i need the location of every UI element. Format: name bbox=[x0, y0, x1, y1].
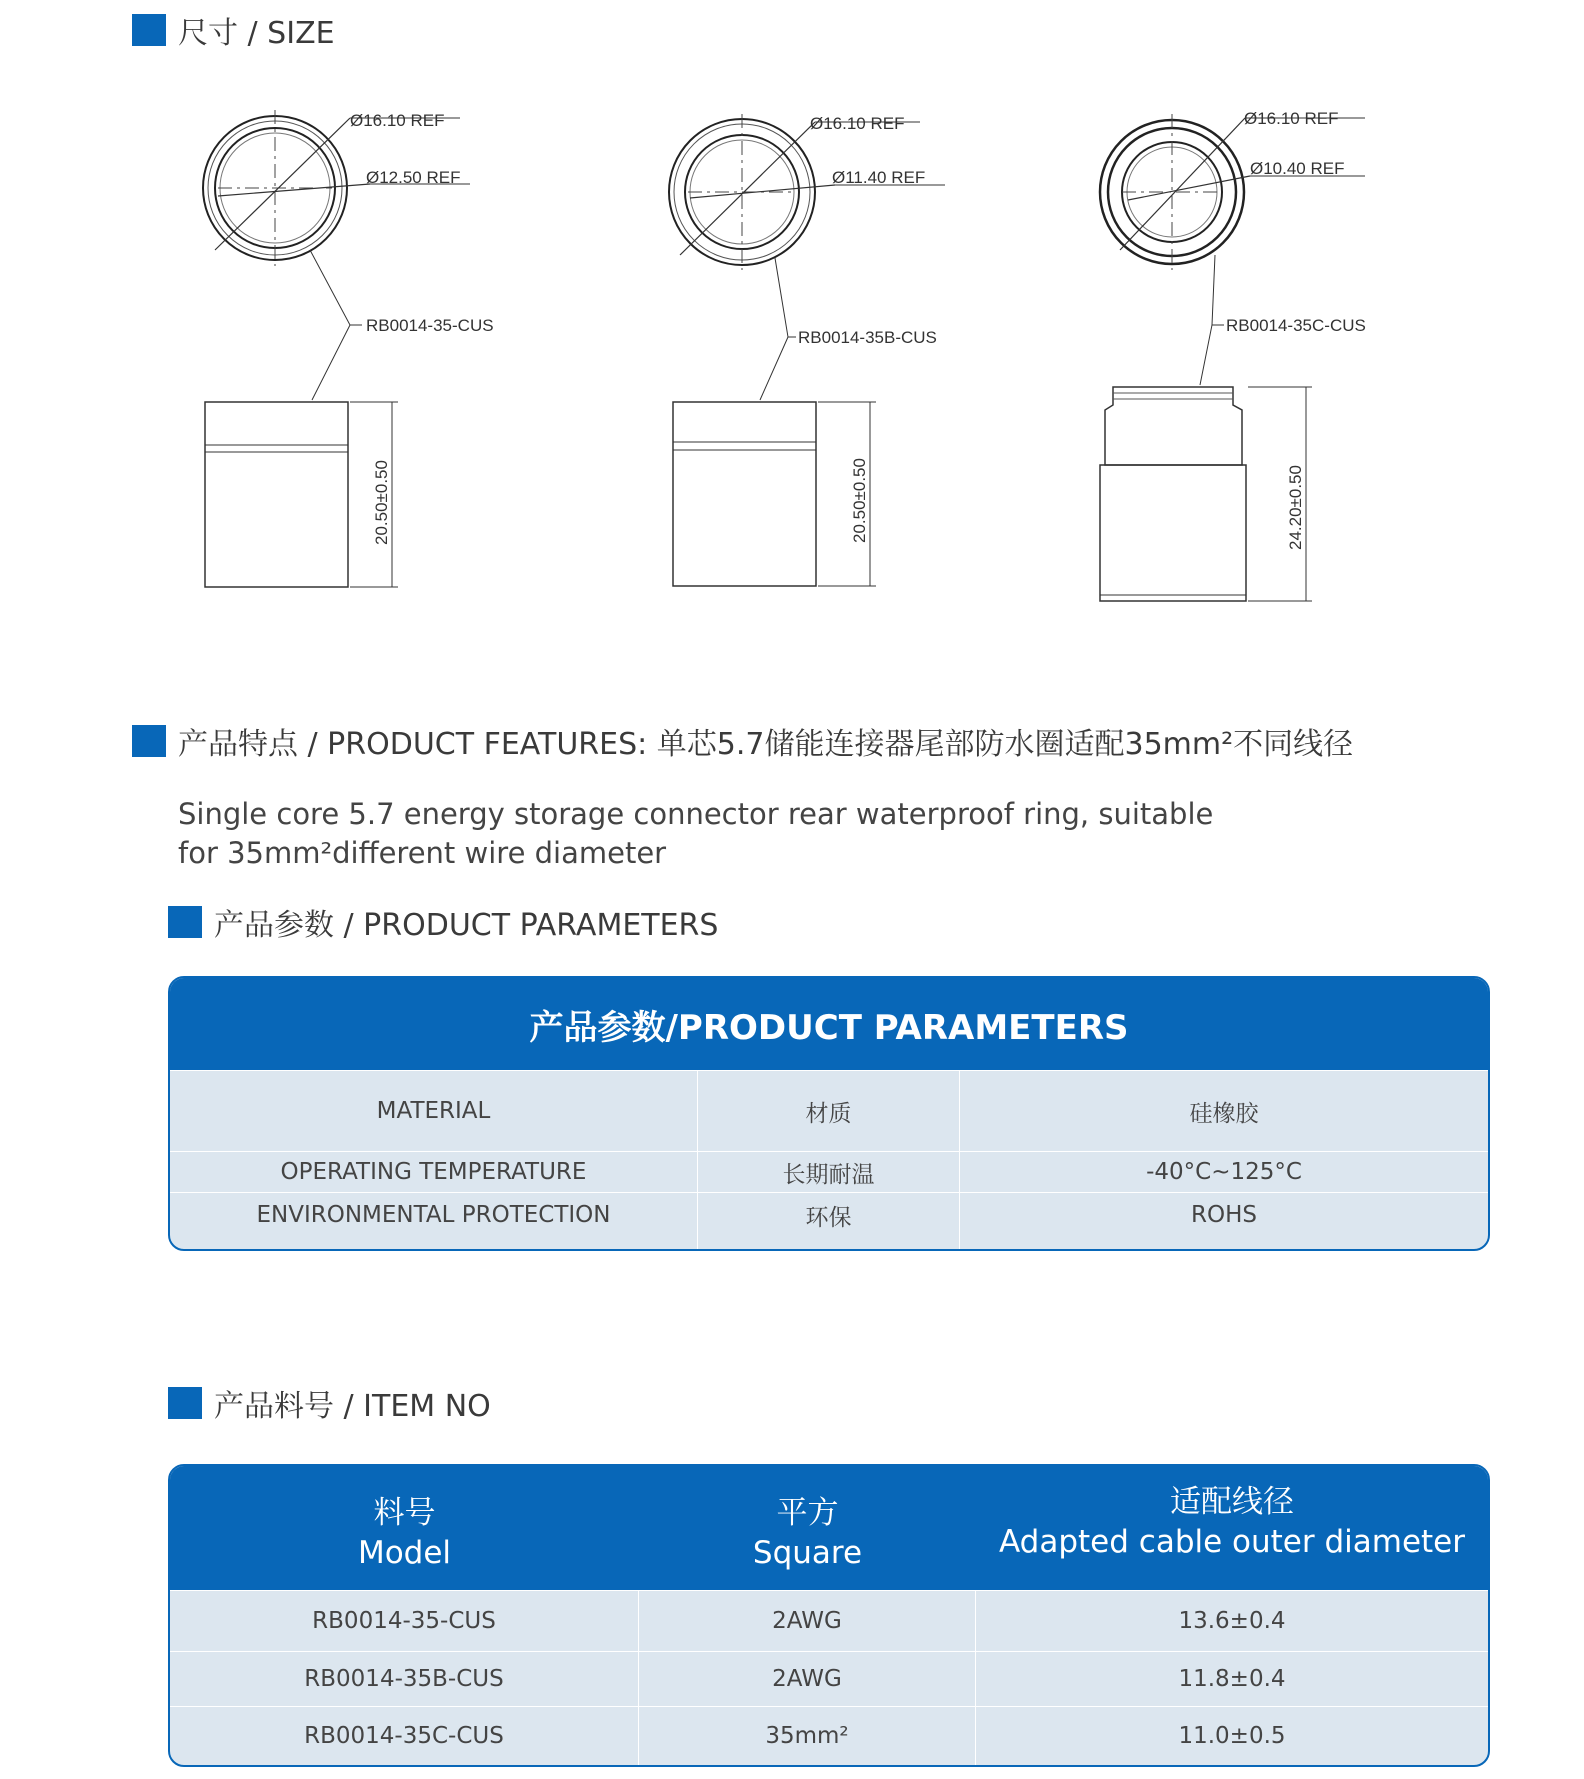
params-table bbox=[168, 976, 1490, 1251]
features-section-heading bbox=[132, 719, 1353, 763]
item-square: 2AWG bbox=[639, 1652, 976, 1706]
item-cable-diameter: 13.6±0.4 bbox=[1178, 1608, 1286, 1634]
header-cable-diameter bbox=[976, 1466, 1488, 1590]
params-row bbox=[170, 1151, 1488, 1192]
section-marker bbox=[168, 906, 202, 938]
params-table-title: 产品参数/PRODUCT PARAMETERS bbox=[529, 1007, 1129, 1048]
header-model bbox=[170, 1466, 639, 1590]
param-name: OPERATING TEMPERATURE bbox=[170, 1152, 698, 1192]
item-table-header bbox=[170, 1466, 1488, 1590]
item-table bbox=[168, 1464, 1490, 1767]
drawing-2-inner-dim: Ø11.40 REF bbox=[832, 168, 926, 187]
item-model: RB0014-35-CUS bbox=[170, 1591, 639, 1651]
item-model: RB0014-35C-CUS bbox=[170, 1707, 639, 1765]
drawing-3-part-label: RB0014-35C-CUS bbox=[1226, 316, 1366, 335]
item-row bbox=[170, 1590, 1488, 1651]
item-section-title: 产品料号 / ITEM NO bbox=[214, 1389, 491, 1424]
params-section-heading bbox=[168, 900, 718, 944]
item-section-heading bbox=[168, 1381, 491, 1425]
drawing-3 bbox=[1100, 109, 1366, 601]
drawing-1 bbox=[203, 110, 494, 587]
section-marker bbox=[132, 725, 166, 757]
drawing-2-height-dim: 20.50±0.50 bbox=[850, 458, 869, 543]
drawing-3-inner-dim: Ø10.40 REF bbox=[1250, 159, 1345, 178]
params-table-header bbox=[170, 978, 1488, 1070]
drawing-1-part-label: RB0014-35-CUS bbox=[366, 316, 494, 335]
item-cable-diameter: 11.8±0.4 bbox=[1178, 1666, 1286, 1692]
params-row bbox=[170, 1070, 1488, 1151]
param-name-cn: 环保 bbox=[698, 1193, 960, 1249]
param-value: ROHS bbox=[1191, 1202, 1257, 1228]
drawing-2-outer-dim: Ø16.10 REF bbox=[810, 114, 905, 133]
header-square-cn: 平方 bbox=[776, 1495, 839, 1531]
drawing-3-height-dim: 24.20±0.50 bbox=[1286, 465, 1305, 550]
feature-description bbox=[178, 795, 1213, 873]
size-section-title: 尺寸 / SIZE bbox=[178, 16, 335, 51]
item-cable-diameter: 11.0±0.5 bbox=[1178, 1723, 1286, 1749]
param-value: -40°C~125°C bbox=[1146, 1159, 1302, 1185]
drawing-3-outer-dim: Ø16.10 REF bbox=[1244, 109, 1339, 128]
technical-drawings bbox=[0, 0, 1584, 640]
drawing-2-part-label: RB0014-35B-CUS bbox=[798, 328, 937, 347]
params-row bbox=[170, 1192, 1488, 1249]
item-model: RB0014-35B-CUS bbox=[170, 1652, 639, 1706]
param-value: 硅橡胶 bbox=[1189, 1100, 1259, 1127]
item-square: 2AWG bbox=[639, 1591, 976, 1651]
item-row bbox=[170, 1651, 1488, 1706]
feature-description-line-1: Single core 5.7 energy storage connector rear waterproof ring, suitable bbox=[178, 797, 1214, 831]
header-square bbox=[639, 1466, 976, 1590]
param-name-cn: 长期耐温 bbox=[698, 1152, 960, 1192]
params-section-title: 产品参数 / PRODUCT PARAMETERS bbox=[214, 908, 719, 943]
feature-description-line-2: for 35mm²different wire diameter bbox=[178, 836, 667, 870]
param-name-cn: 材质 bbox=[698, 1071, 960, 1151]
item-row bbox=[170, 1706, 1488, 1765]
param-name: MATERIAL bbox=[170, 1071, 698, 1151]
drawing-2 bbox=[669, 114, 945, 586]
drawing-1-outer-dim: Ø16.10 REF bbox=[350, 111, 445, 130]
drawing-1-inner-dim: Ø12.50 REF bbox=[366, 168, 461, 187]
header-square-en: Square bbox=[752, 1535, 863, 1571]
header-cable-diameter-en: Adapted cable outer diameter bbox=[999, 1524, 1465, 1560]
features-section-title: 产品特点 / PRODUCT FEATURES: 单芯5.7储能连接器尾部防水圈适配35mm²不同线径 bbox=[178, 727, 1354, 762]
param-name: ENVIRONMENTAL PROTECTION bbox=[170, 1193, 698, 1249]
header-model-cn: 料号 bbox=[373, 1495, 436, 1531]
drawing-1-height-dim: 20.50±0.50 bbox=[372, 460, 391, 545]
item-square: 35mm² bbox=[639, 1707, 976, 1765]
section-marker bbox=[168, 1387, 202, 1419]
header-cable-diameter-cn: 适配线径 bbox=[1170, 1484, 1294, 1520]
header-model-en: Model bbox=[357, 1535, 452, 1571]
